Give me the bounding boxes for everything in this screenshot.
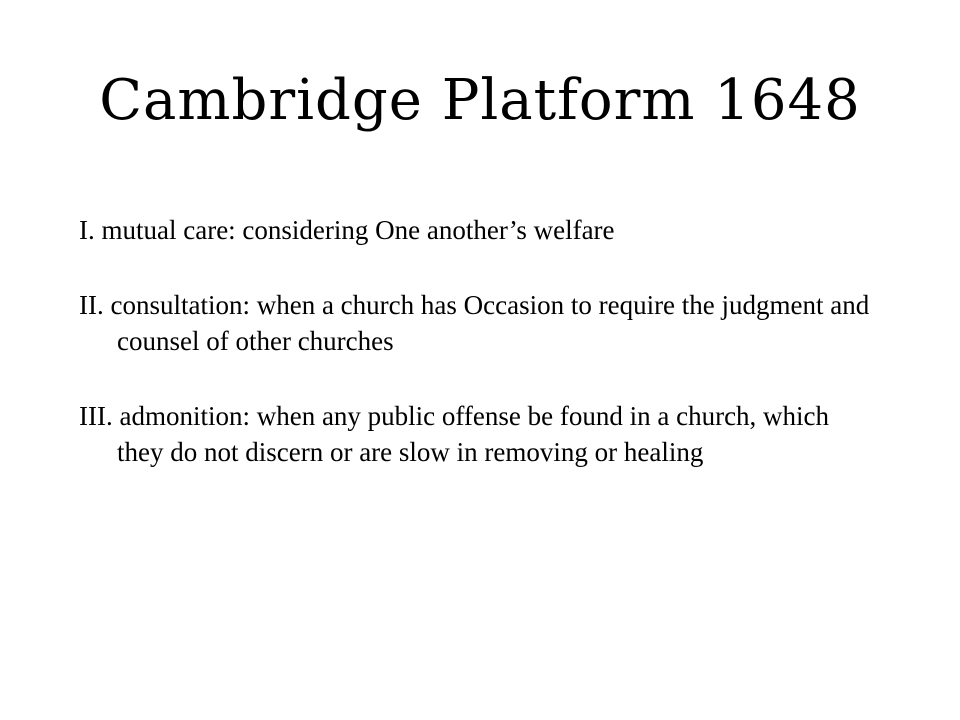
bullet-list [79, 212, 879, 470]
slide-title: Cambridge Platform 1648 [99, 68, 861, 133]
point-admonition: III. admonition: when any public offense be found in a church, which they do not discern or are slow in removing or healing [79, 401, 830, 467]
point-mutual-care: I. mutual care: considering One another’s welfare [79, 215, 615, 245]
point-consultation: II. consultation: when a church has Occasion to require the judgment and counsel of other churches [79, 290, 870, 356]
